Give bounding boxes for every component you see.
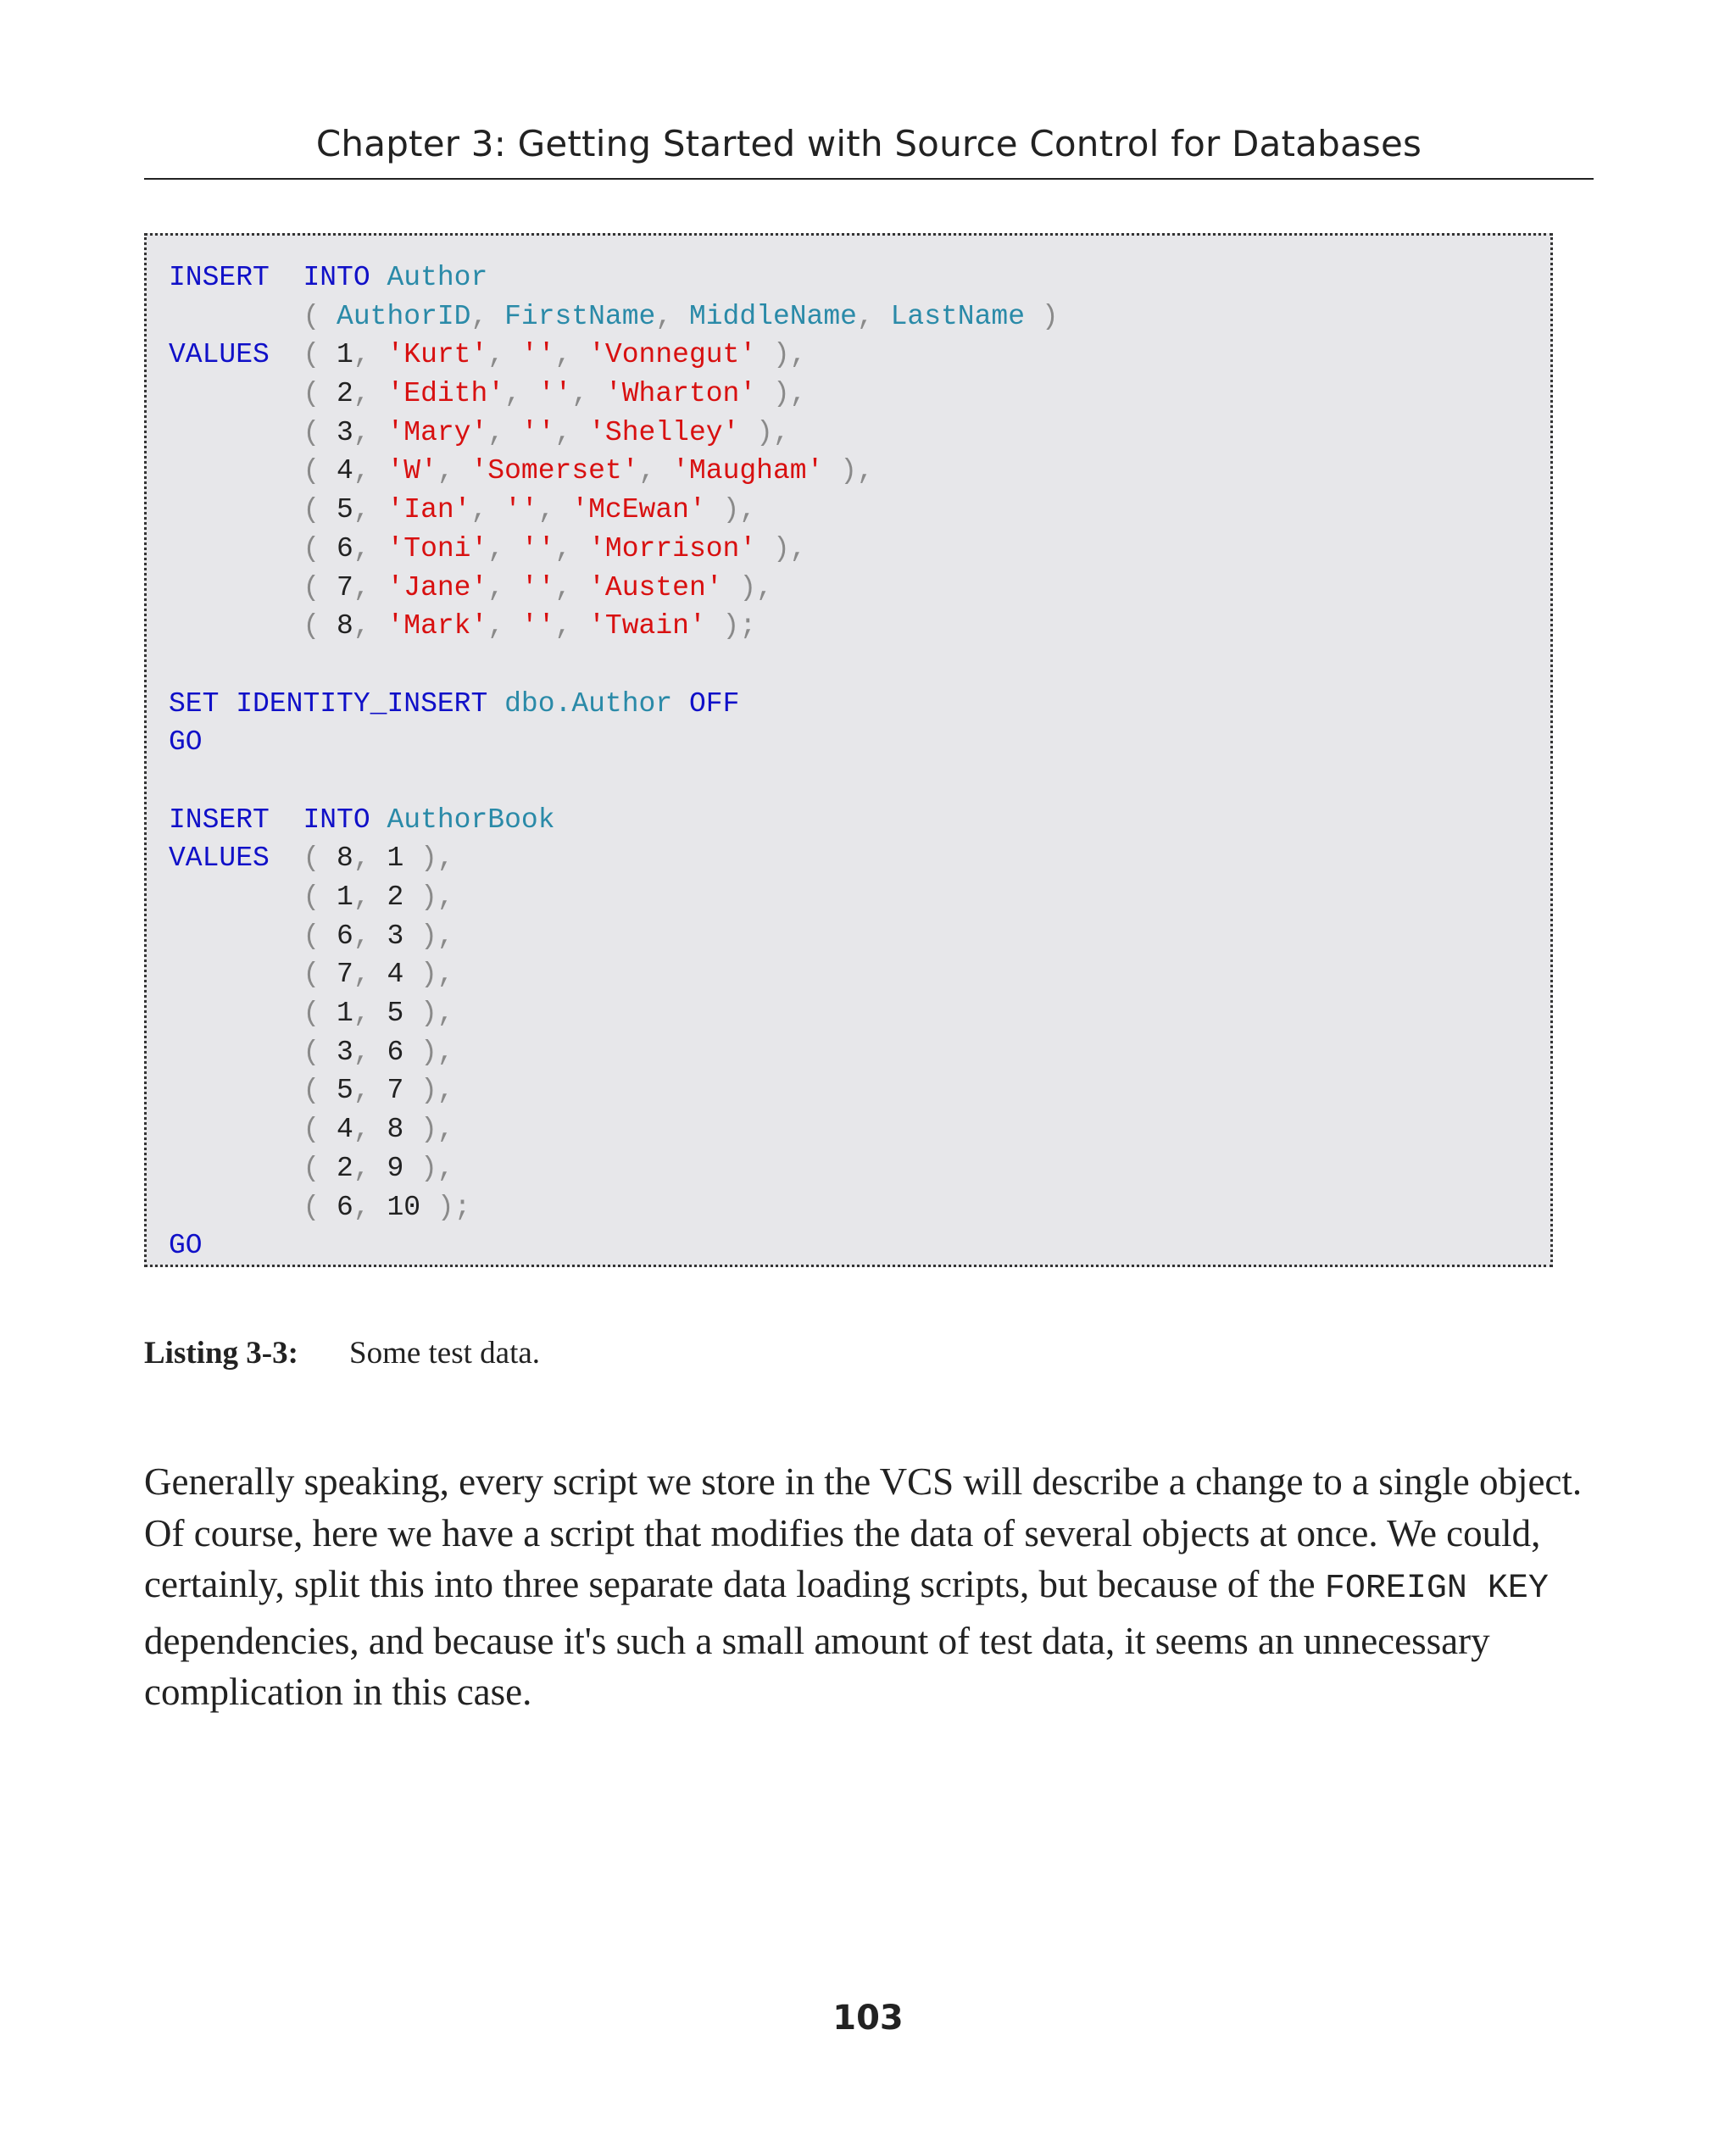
code-token: VALUES (169, 339, 270, 371)
code-token: '' (520, 610, 555, 642)
code-token (370, 804, 387, 836)
code-token: 4 (337, 1114, 353, 1146)
code-token: , (353, 881, 387, 913)
code-token: ( (169, 610, 337, 642)
code-token: ), (403, 1152, 454, 1184)
code-line (169, 646, 1528, 685)
inline-code-term: FOREIGN KEY (1324, 1570, 1549, 1608)
code-token: 6 (337, 532, 353, 564)
code-token: , (353, 920, 387, 952)
code-token: Author (387, 262, 488, 293)
code-line (169, 259, 1528, 298)
code-token: ( (169, 1152, 337, 1184)
code-token: ( (169, 571, 337, 603)
code-token: 4 (337, 455, 353, 487)
code-token: '' (537, 378, 572, 410)
code-token: ), (403, 920, 454, 952)
code-token: ), (403, 998, 454, 1030)
code-token: 1 (387, 842, 404, 875)
code-token: 3 (337, 416, 353, 448)
code-line (169, 1033, 1528, 1072)
code-line (169, 685, 1528, 724)
code-token: '' (520, 532, 555, 564)
code-line (169, 801, 1528, 840)
listing-label: Listing 3-3: (144, 1336, 298, 1371)
code-token: '' (520, 339, 555, 371)
code-token: 5 (337, 1075, 353, 1107)
code-token: , (353, 1191, 387, 1223)
code-line (169, 1226, 1528, 1265)
code-token: , (353, 532, 387, 564)
code-token: , (487, 610, 521, 642)
code-token: 2 (337, 378, 353, 410)
code-token: AuthorBook (387, 804, 555, 836)
code-token: 'Kurt' (387, 339, 488, 371)
code-token: ), (403, 842, 454, 875)
code-token: 'Shelley' (588, 416, 740, 448)
code-token: , (353, 378, 387, 410)
code-token: , (470, 494, 505, 526)
code-token: , (638, 455, 673, 487)
code-token: 'Maugham' (672, 455, 824, 487)
code-token: ), (823, 455, 874, 487)
code-token: 1 (337, 998, 353, 1030)
code-token: OFF (688, 687, 740, 720)
code-token: ), (722, 571, 773, 603)
code-token: ), (705, 494, 757, 526)
code-token: , (554, 571, 589, 603)
code-line (169, 530, 1528, 569)
code-token: 7 (387, 1075, 404, 1107)
code-token: , (470, 300, 505, 332)
code-token: 'Wharton' (604, 378, 757, 410)
code-token (270, 804, 303, 836)
code-token: ); (705, 610, 757, 642)
code-token: , (353, 998, 387, 1030)
code-token: 8 (337, 842, 353, 875)
code-token: , (353, 571, 387, 603)
code-token: 1 (337, 881, 353, 913)
code-token: ), (403, 1075, 454, 1107)
code-token: INSERT (169, 804, 270, 836)
code-token: 'Mark' (387, 610, 488, 642)
code-token: VALUES (169, 842, 270, 875)
code-token: 6 (387, 1036, 404, 1068)
code-token: , (353, 959, 387, 991)
code-token (270, 262, 303, 293)
code-token: ( (169, 1191, 337, 1223)
code-token: 4 (387, 959, 404, 991)
code-token: , (554, 610, 589, 642)
code-token: ( (169, 300, 337, 332)
code-line (169, 336, 1528, 375)
code-token: ( (169, 959, 337, 991)
paragraph-text-start: Generally speaking, every script we store in the VCS will describe a change to a single object. Of course, here we have a script that modifies the data of several objects at once. We could, certainly, split this into three separate data loading scripts, but because of the (144, 1460, 1583, 1605)
code-line (169, 878, 1528, 917)
code-token: 7 (337, 571, 353, 603)
code-token: , (353, 339, 387, 371)
code-token: , (487, 416, 521, 448)
code-token: ), (739, 416, 790, 448)
code-token: ( (169, 1036, 337, 1068)
code-token: 'Jane' (387, 571, 488, 603)
code-line (169, 994, 1528, 1033)
code-token: ( (169, 416, 337, 448)
code-token: ( (169, 998, 337, 1030)
code-listing (144, 233, 1553, 1267)
code-token: INTO (303, 262, 370, 293)
code-token: AuthorID (337, 300, 471, 332)
code-token: 8 (387, 1114, 404, 1146)
code-token (487, 688, 504, 720)
code-token: ( (269, 339, 337, 371)
code-token: , (353, 416, 387, 448)
code-token (370, 262, 387, 293)
code-token: ), (403, 1114, 454, 1146)
code-token: SET (169, 687, 220, 720)
code-line (169, 452, 1528, 491)
code-line (169, 491, 1528, 530)
code-token: 5 (337, 494, 353, 526)
page-number: 103 (832, 1999, 904, 2038)
code-token: ( (169, 494, 337, 526)
chapter-title: Chapter 3: Getting Started with Source Control for Databases (315, 123, 1422, 164)
code-token: 1 (337, 339, 353, 371)
code-token: , (437, 455, 471, 487)
code-token: , (487, 339, 521, 371)
code-line (169, 1149, 1528, 1188)
code-token: , (504, 378, 538, 410)
code-token: , (537, 494, 572, 526)
code-token: , (353, 455, 387, 487)
running-header (144, 110, 1594, 180)
code-token: IDENTITY_INSERT (236, 687, 488, 720)
code-line (169, 1110, 1528, 1149)
code-token: 'Mary' (387, 416, 488, 448)
code-token: FirstName (504, 300, 656, 332)
code-block (169, 259, 1528, 1265)
code-token: 3 (337, 1036, 353, 1068)
code-token: ( (169, 1114, 337, 1146)
code-token: 'W' (387, 455, 437, 487)
code-token: 8 (337, 610, 353, 642)
code-line (169, 607, 1528, 646)
code-token: ( (169, 920, 337, 952)
code-line (169, 298, 1528, 336)
code-token: ), (403, 881, 454, 913)
code-token: 'Vonnegut' (588, 339, 757, 371)
code-token: , (655, 300, 689, 332)
code-token: ), (403, 959, 454, 991)
code-token: ) (1025, 300, 1059, 332)
code-token: , (554, 532, 589, 564)
code-token: , (554, 339, 589, 371)
listing-caption (144, 1335, 540, 1371)
code-token: ( (169, 532, 337, 564)
code-token: , (353, 1036, 387, 1068)
code-token: , (554, 416, 589, 448)
code-token: 6 (337, 920, 353, 952)
code-token: 7 (337, 959, 353, 991)
code-token: 'Somerset' (470, 455, 639, 487)
code-token (219, 688, 236, 720)
code-token: INSERT (169, 262, 270, 293)
code-token: LastName (890, 300, 1026, 332)
code-token: , (487, 571, 521, 603)
code-token: 6 (337, 1191, 353, 1223)
code-line (169, 414, 1528, 453)
code-token: ( (269, 842, 337, 875)
code-token: 'Morrison' (588, 532, 757, 564)
code-token: '' (520, 571, 555, 603)
code-token: dbo.Author (504, 687, 673, 720)
code-line (169, 1188, 1528, 1227)
code-token: ( (169, 378, 337, 410)
code-token: , (571, 378, 605, 410)
code-line (169, 1071, 1528, 1110)
code-token: 2 (387, 881, 404, 913)
code-token: ( (169, 1075, 337, 1107)
code-token: 'Twain' (588, 610, 706, 642)
code-token: 9 (387, 1152, 404, 1184)
code-line (169, 839, 1528, 878)
code-token: 'McEwan' (571, 494, 706, 526)
code-token: 3 (387, 920, 404, 952)
code-token: ( (169, 455, 337, 487)
code-line (169, 723, 1528, 762)
code-token: , (353, 610, 387, 642)
code-line (169, 569, 1528, 608)
code-token: ), (756, 532, 807, 564)
paragraph-text-end: dependencies, and because it's such a small amount of test data, it seems an unnecessary complication in this case. (144, 1619, 1490, 1713)
code-line (169, 375, 1528, 414)
code-line (169, 762, 1528, 801)
code-line (169, 955, 1528, 994)
code-token: GO (169, 1230, 203, 1262)
code-token: ); (420, 1191, 471, 1223)
code-token: ), (403, 1036, 454, 1068)
code-token: , (353, 1114, 387, 1146)
code-token: , (353, 1152, 387, 1184)
code-token: , (487, 532, 521, 564)
code-line (169, 917, 1528, 956)
code-token: INTO (303, 804, 370, 836)
code-token: 'Toni' (387, 532, 488, 564)
code-token: '' (520, 416, 555, 448)
code-token: ), (756, 378, 807, 410)
code-token: ( (169, 881, 337, 913)
code-token: 'Austen' (588, 571, 723, 603)
code-token: , (856, 300, 891, 332)
body-paragraph (144, 1456, 1585, 1718)
listing-caption-text: Some test data. (349, 1336, 541, 1371)
code-token: ), (756, 339, 807, 371)
code-token: , (353, 494, 387, 526)
code-token: 'Ian' (387, 494, 471, 526)
code-token (672, 688, 689, 720)
code-token: 2 (337, 1152, 353, 1184)
code-token: , (353, 842, 387, 875)
code-token: 10 (387, 1191, 421, 1223)
code-token: 'Edith' (387, 378, 505, 410)
code-token: MiddleName (688, 300, 857, 332)
code-token: '' (504, 494, 538, 526)
code-token: GO (169, 726, 203, 759)
code-token: , (353, 1075, 387, 1107)
code-token: 5 (387, 998, 404, 1030)
